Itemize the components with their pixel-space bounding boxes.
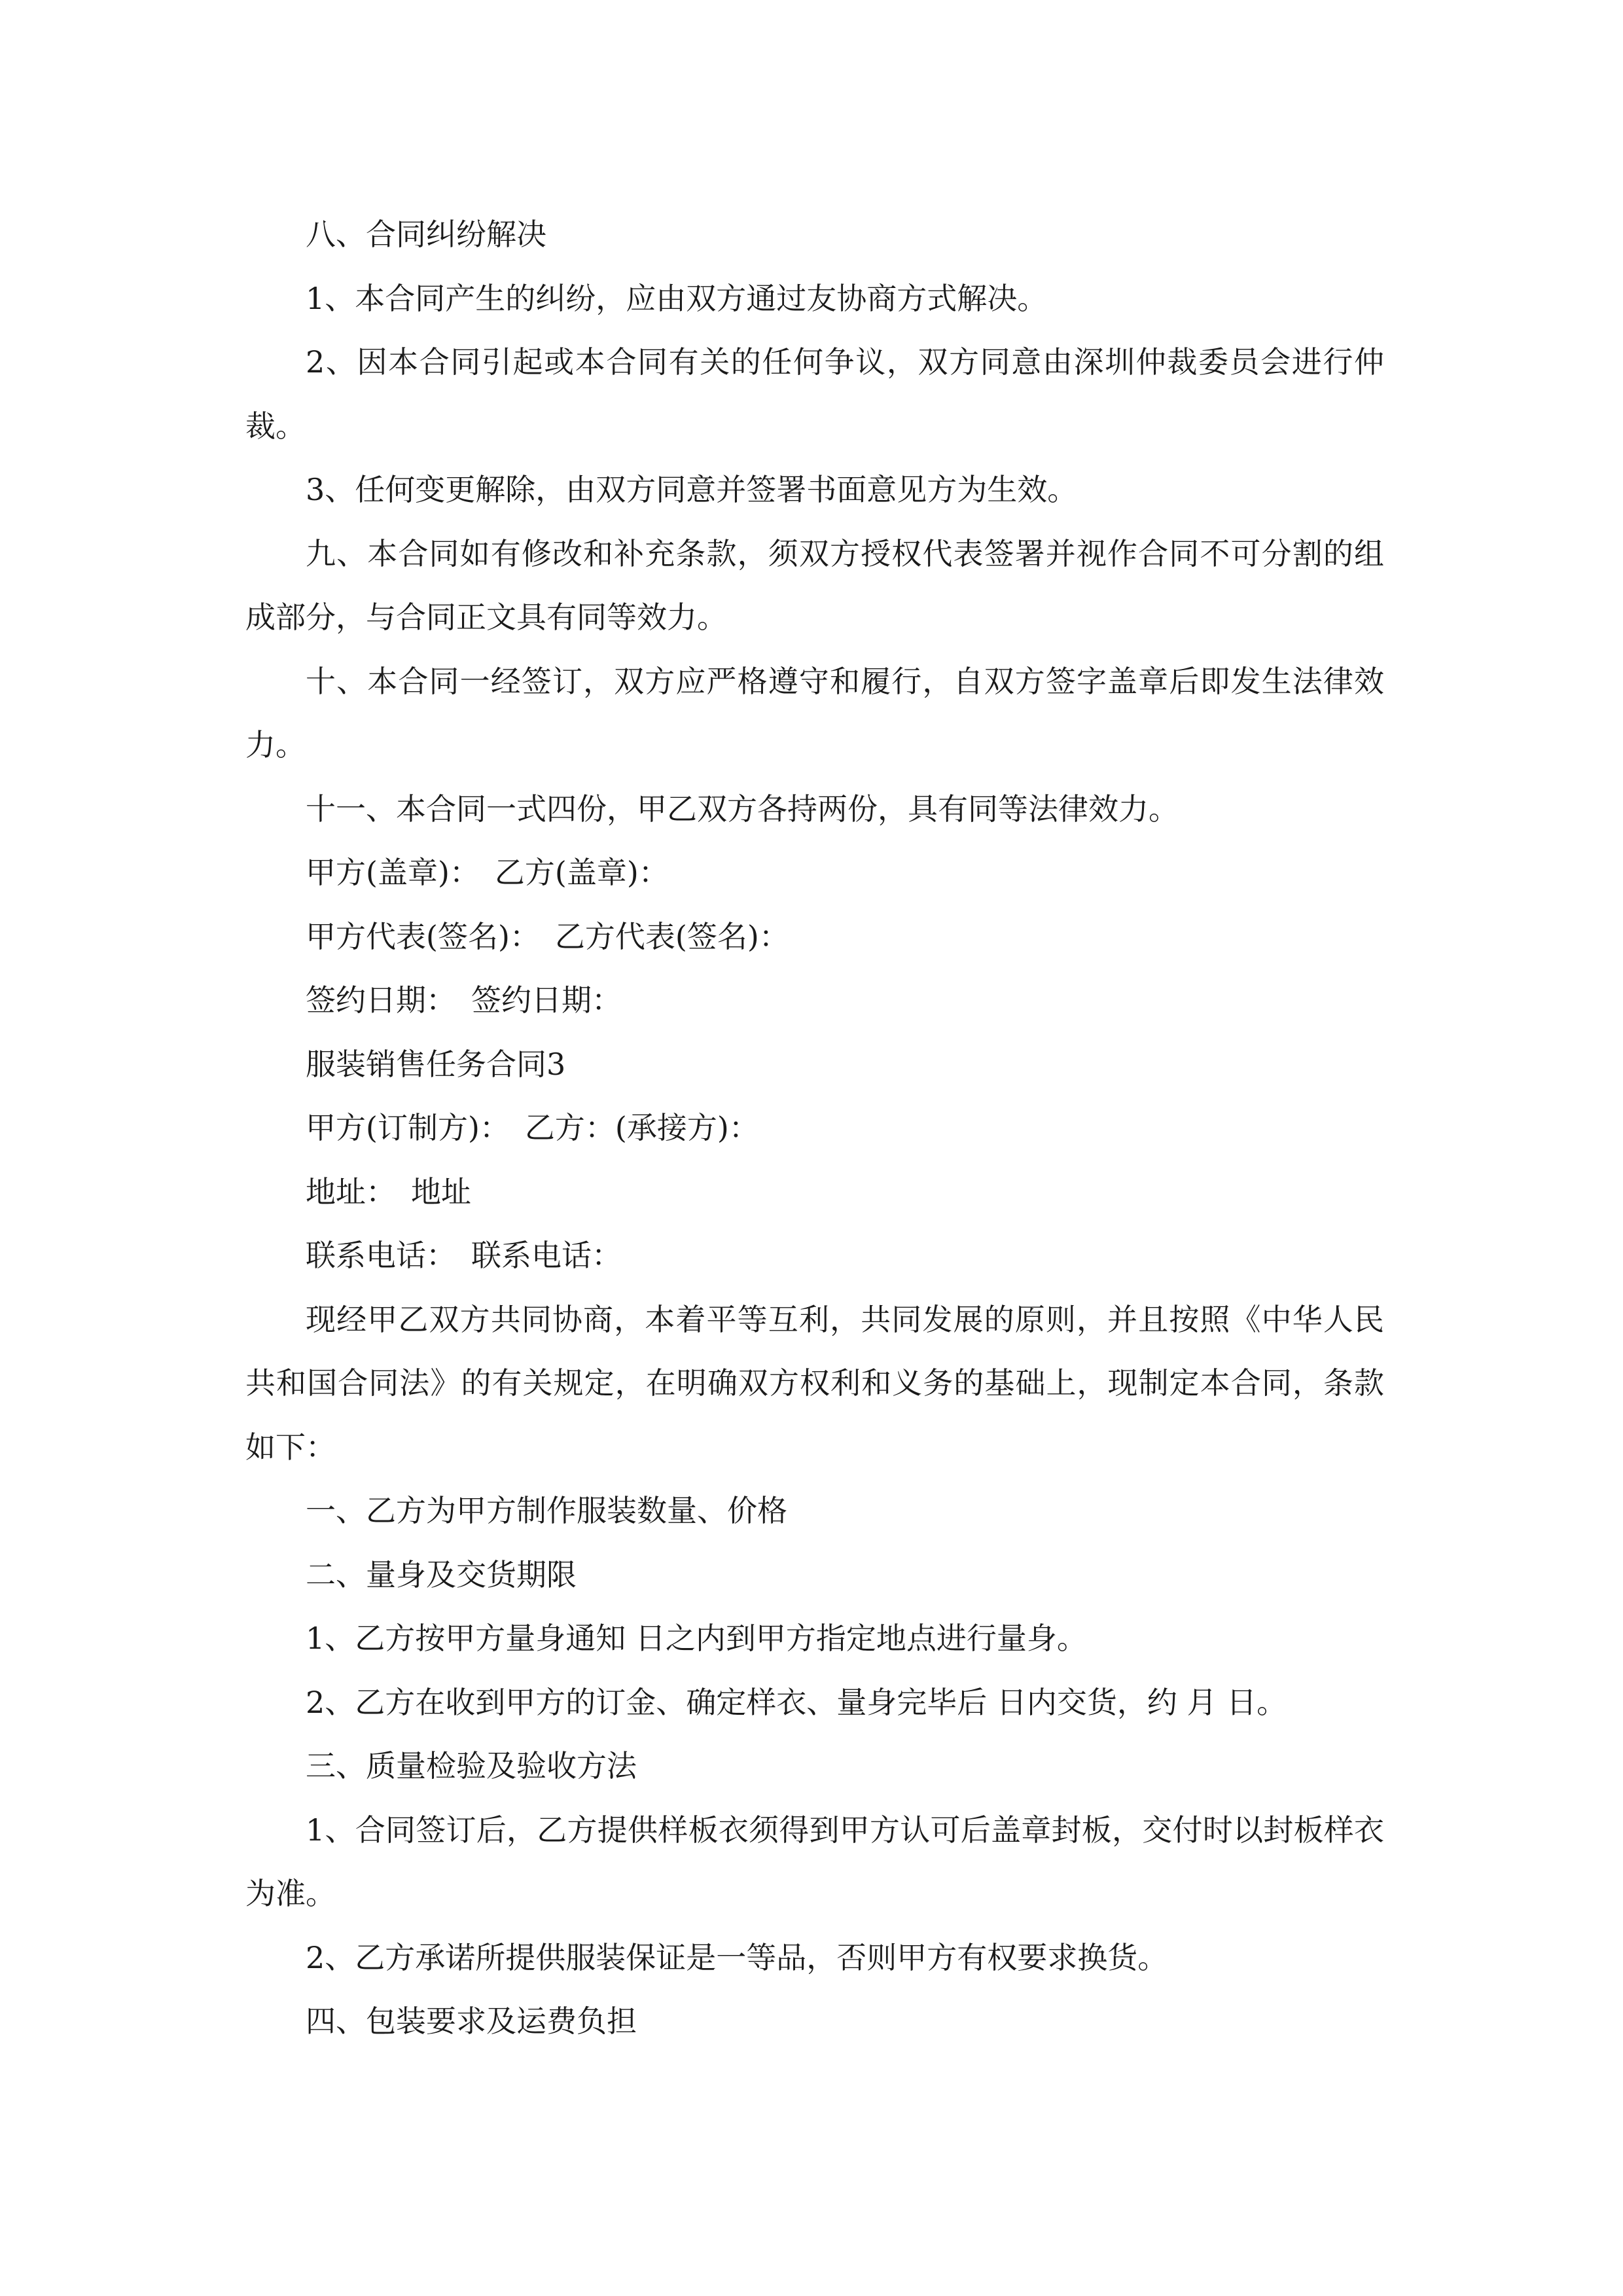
clause-paragraph: 十、本合同一经签订，双方应严格遵守和履行，自双方签字盖章后即发生法律效力。 (245, 663, 1384, 762)
clause-paragraph: 十一、本合同一式四份，甲乙双方各持两份，具有同等法律效力。 (306, 791, 1179, 827)
clause-paragraph: 3、任何变更解除，由双方同意并签署书面意见方为生效。 (306, 472, 1078, 507)
section-heading-dispute-resolution: 八、合同纠纷解决 (306, 217, 546, 252)
clause-paragraph: 1、合同签订后，乙方提供样板衣须得到甲方认可后盖章封板，交付时以封板样衣为准。 (245, 1812, 1384, 1911)
phone-line: 联系电话： 联系电话： (306, 1238, 622, 1273)
section-heading: 二、量身及交货期限 (306, 1556, 577, 1592)
signature-line-representative: 甲方代表(签名)： 乙方代表(签名)： (306, 918, 789, 954)
party-line: 甲方(订制方)： 乙方：(承接方)： (306, 1110, 759, 1145)
preamble-paragraph: 现经甲乙双方共同协商，本着平等互利，共同发展的原则，并且按照《中华人民共和国合同法》的有关规定，在明确双方权利和义务的基础上，现制定本合同，条款如下： (245, 1301, 1384, 1465)
section-heading: 四、包装要求及运费负担 (306, 2003, 637, 2039)
signature-line-date: 签约日期： 签约日期： (306, 982, 622, 1018)
clause-paragraph: 2、乙方在收到甲方的订金、确定样衣、量身完毕后 日内交货，约 月 日。 (306, 1684, 1287, 1720)
clause-paragraph: 九、本合同如有修改和补充条款，须双方授权代表签署并视作合同不可分割的组成部分，与合同正文具有同等效力。 (245, 535, 1384, 635)
contract-title: 服装销售任务合同3 (306, 1046, 566, 1082)
section-heading: 一、乙方为甲方制作服装数量、价格 (306, 1493, 787, 1528)
address-line: 地址： 地址 (306, 1174, 471, 1210)
document-body (245, 203, 1384, 2054)
clause-paragraph: 2、因本合同引起或本合同有关的任何争议，双方同意由深圳仲裁委员会进行仲裁。 (245, 344, 1384, 444)
section-heading: 三、质量检验及验收方法 (306, 1748, 637, 1784)
clause-paragraph: 1、本合同产生的纠纷，应由双方通过友协商方式解决。 (306, 280, 1048, 316)
clause-paragraph: 2、乙方承诺所提供服装保证是一等品，否则甲方有权要求换货。 (306, 1939, 1168, 1975)
signature-line-seal: 甲方(盖章)： 乙方(盖章)： (306, 855, 669, 890)
clause-paragraph: 1、乙方按甲方量身通知 日之内到甲方指定地点进行量身。 (306, 1621, 1087, 1656)
